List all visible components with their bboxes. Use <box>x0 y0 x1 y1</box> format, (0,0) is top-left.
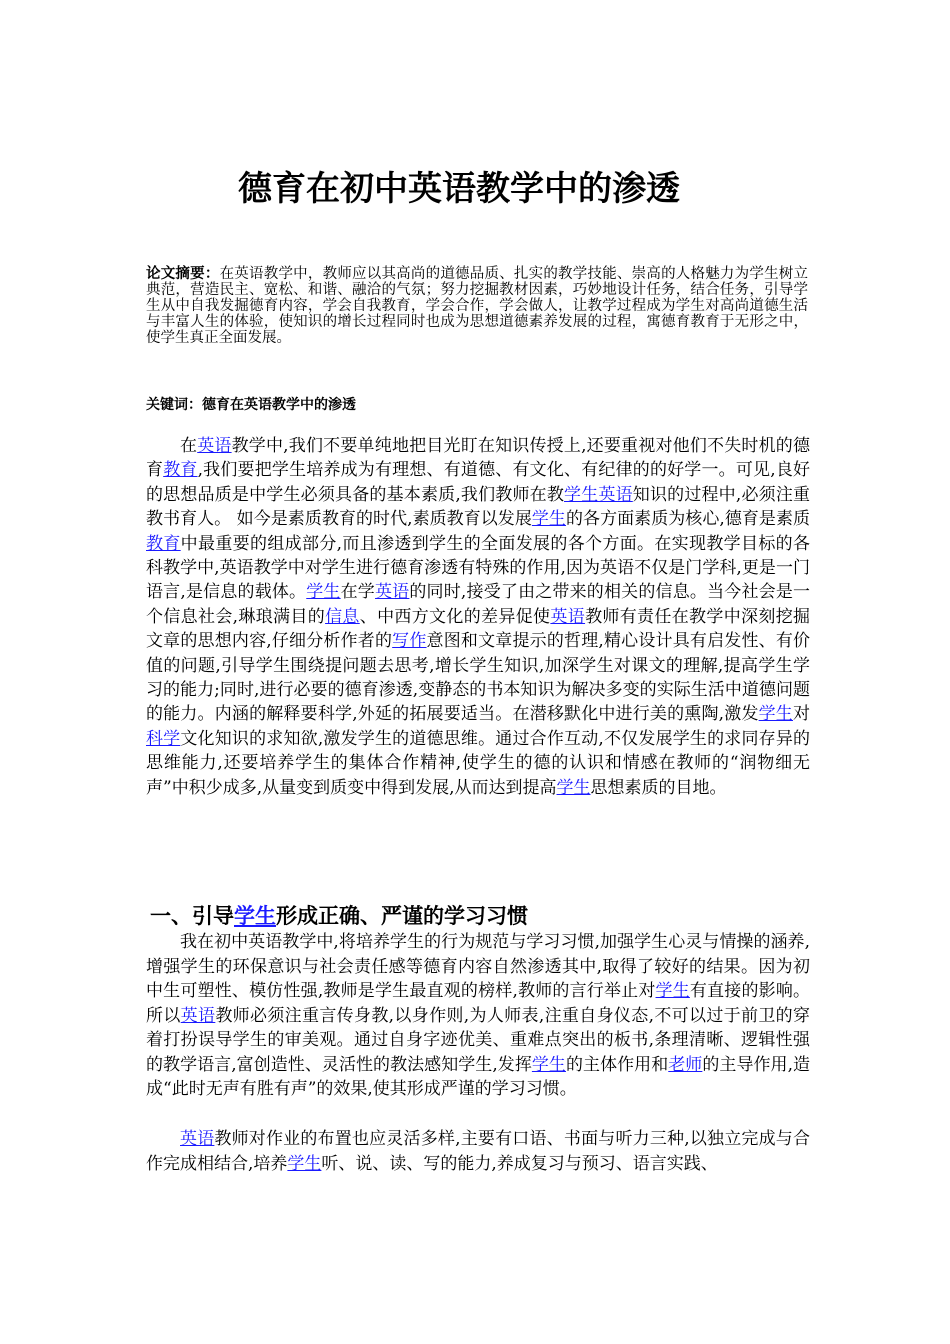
hyperlink[interactable]: 学生 <box>531 1054 566 1075</box>
text-run: 的各方面素质为核心,德育是素质 <box>565 509 811 530</box>
text-run: 意图和文章提示的哲理,精心设计具有启发性、有价值的问题,引导学生围绕提问题去思考,增长学生知识,加深学生对课文的理解,提高学生学习的能力;同时,进行必要的德育渗透,变静态的书本知识为解决多变的实际生活中道德问题的能力。内涵的解释要科学,外延的拓展要适当。在潜移默化中进行美的熏陶,激发 <box>146 631 811 725</box>
text-run: 在 <box>180 436 198 456</box>
hyperlink[interactable]: 教育 <box>163 460 198 481</box>
hyperlink[interactable]: 学生 <box>234 904 276 928</box>
hyperlink[interactable]: 写作 <box>392 631 427 652</box>
section-heading <box>150 901 810 931</box>
text-run: 教师必须注重言传身教,以身作则,为人师表,注重自身仪态,不可以过于前卫的穿着打扮误导学生的审美观。通过自身字迹优美、重难点突出的板书,条理清晰、逻辑性强的教学语言,富创造性、灵活性的教法感知学生,发挥 <box>146 1005 810 1075</box>
hyperlink[interactable]: 英语 <box>180 1129 215 1149</box>
text-run: 一、引导 <box>150 904 234 928</box>
hyperlink[interactable]: 学生 <box>287 1153 322 1174</box>
hyperlink[interactable]: 学生 <box>556 777 591 798</box>
hyperlink[interactable]: 学生 <box>655 981 690 1001</box>
section-paragraph-1 <box>146 930 810 1102</box>
hyperlink[interactable]: 学生 <box>758 704 793 725</box>
abstract-text: 在英语教学中，教师应以其高尚的道德品质、扎实的教学技能、崇高的人格魅力为学生树立典范，营造民主、宽松、和谐、融洽的气氛；努力挖掘教材因素，巧妙地设计任务，结合任务，引导学生从中自我发掘德育内容，学会自我教育，学会合作，学会做人，让教学过程成为学生对高尚道德生活与丰富人生的体验，使知识的增长过程同时也成为思想道德素养发展的过程，寓德育教育于无形之中，使学生真正全面发展。 <box>146 266 809 346</box>
text-run: 听、说、读、写的能力,养成复习与预习、语言实践、 <box>321 1153 718 1174</box>
text-run: 对 <box>793 704 810 725</box>
text-run: 的主体作用和 <box>565 1054 669 1075</box>
hyperlink[interactable]: 学生英语 <box>564 484 633 505</box>
hyperlink[interactable]: 英语 <box>180 1005 216 1026</box>
abstract-label: 论文摘要： <box>146 265 220 282</box>
hyperlink[interactable]: 英语 <box>197 436 232 456</box>
intro-paragraph <box>146 434 810 800</box>
text-run: 在学 <box>340 582 375 603</box>
hyperlink[interactable]: 英语 <box>550 606 586 627</box>
text-run: 思想素质的目地。 <box>590 777 727 798</box>
hyperlink[interactable]: 信息 <box>325 606 360 627</box>
hyperlink[interactable]: 英语 <box>375 582 410 603</box>
text-run: 我在初中英语教学中,将培养学生的行为规范与学习习惯,加强学生心灵与情操的涵养,增强学生的环保意识与社会责任感等德育内容自然渗透其中,取得了较好的结果。因为初中生可塑性、模仿性强,教师是学生最直观的榜样,教师的言行举止对 <box>146 932 810 1001</box>
text-run: 教师对作业的布置也应灵活多样,主要有口语、书面与听力三种,以独立完成与合作完成相结合,培养 <box>146 1129 810 1174</box>
text-run: 教师有责任在教学中深刻挖掘文章的思想内容,仔细分析作者的 <box>146 606 811 652</box>
document-title: 德育在初中英语教学中的渗透 <box>238 169 680 209</box>
hyperlink[interactable]: 教育 <box>146 533 181 554</box>
text-run: 形成正确、严谨的学习习惯 <box>276 904 528 928</box>
hyperlink[interactable]: 老师 <box>668 1054 703 1075</box>
section-paragraph-2 <box>146 1127 810 1176</box>
text-run: 的同时,接受了由之带来的相关的信息。当今社会是一个信息社会,琳琅满目的 <box>146 582 811 627</box>
text-run: 的主导作用,造成“此时无声有胜有声”的效果,使其形成严谨的学习习惯。 <box>146 1054 811 1099</box>
text-run: 文化知识的求知欲,激发学生的道德思维。通过合作互动,不仅发展学生的求同存异的思维能力,还要培养学生的集体合作精神,使学生的德的认识和情感在教师的“润物细无声”中积少成多,从量变到质变中得到发展,从而达到提高 <box>146 728 810 798</box>
keywords: 关键词：德育在英语教学中的渗透 <box>146 397 356 413</box>
text-run: 知识的过程中,必须注重教书育人。 如今是素质教育的时代,素质教育以发展 <box>146 484 811 530</box>
hyperlink[interactable]: 科学 <box>146 728 181 749</box>
hyperlink[interactable]: 学生 <box>531 509 566 530</box>
text-run: 、中西方文化的差异促使 <box>359 606 551 627</box>
text-run: ,我们要把学生培养成为有理想、有道德、有文化、有纪律的的好学一。可见,良好的思想品质是中学生必须具备的基本素质,我们教师在教 <box>146 460 811 505</box>
text-run: 有直接的影响。所以 <box>146 981 811 1026</box>
text-run: 中最重要的组成部分,而且渗透到学生的全面发展的各个方面。在实现教学目标的各科教学中,英语教学中对学生进行德育渗透有特殊的作用,因为英语不仅是门学科,更是一门语言,是信息的载体。 <box>146 533 811 603</box>
hyperlink[interactable]: 学生 <box>306 582 341 603</box>
abstract <box>146 266 808 346</box>
text-run: 教学中,我们不要单纯地把目光盯在知识传授上,还要重视对他们不失时机的德育 <box>146 436 811 481</box>
